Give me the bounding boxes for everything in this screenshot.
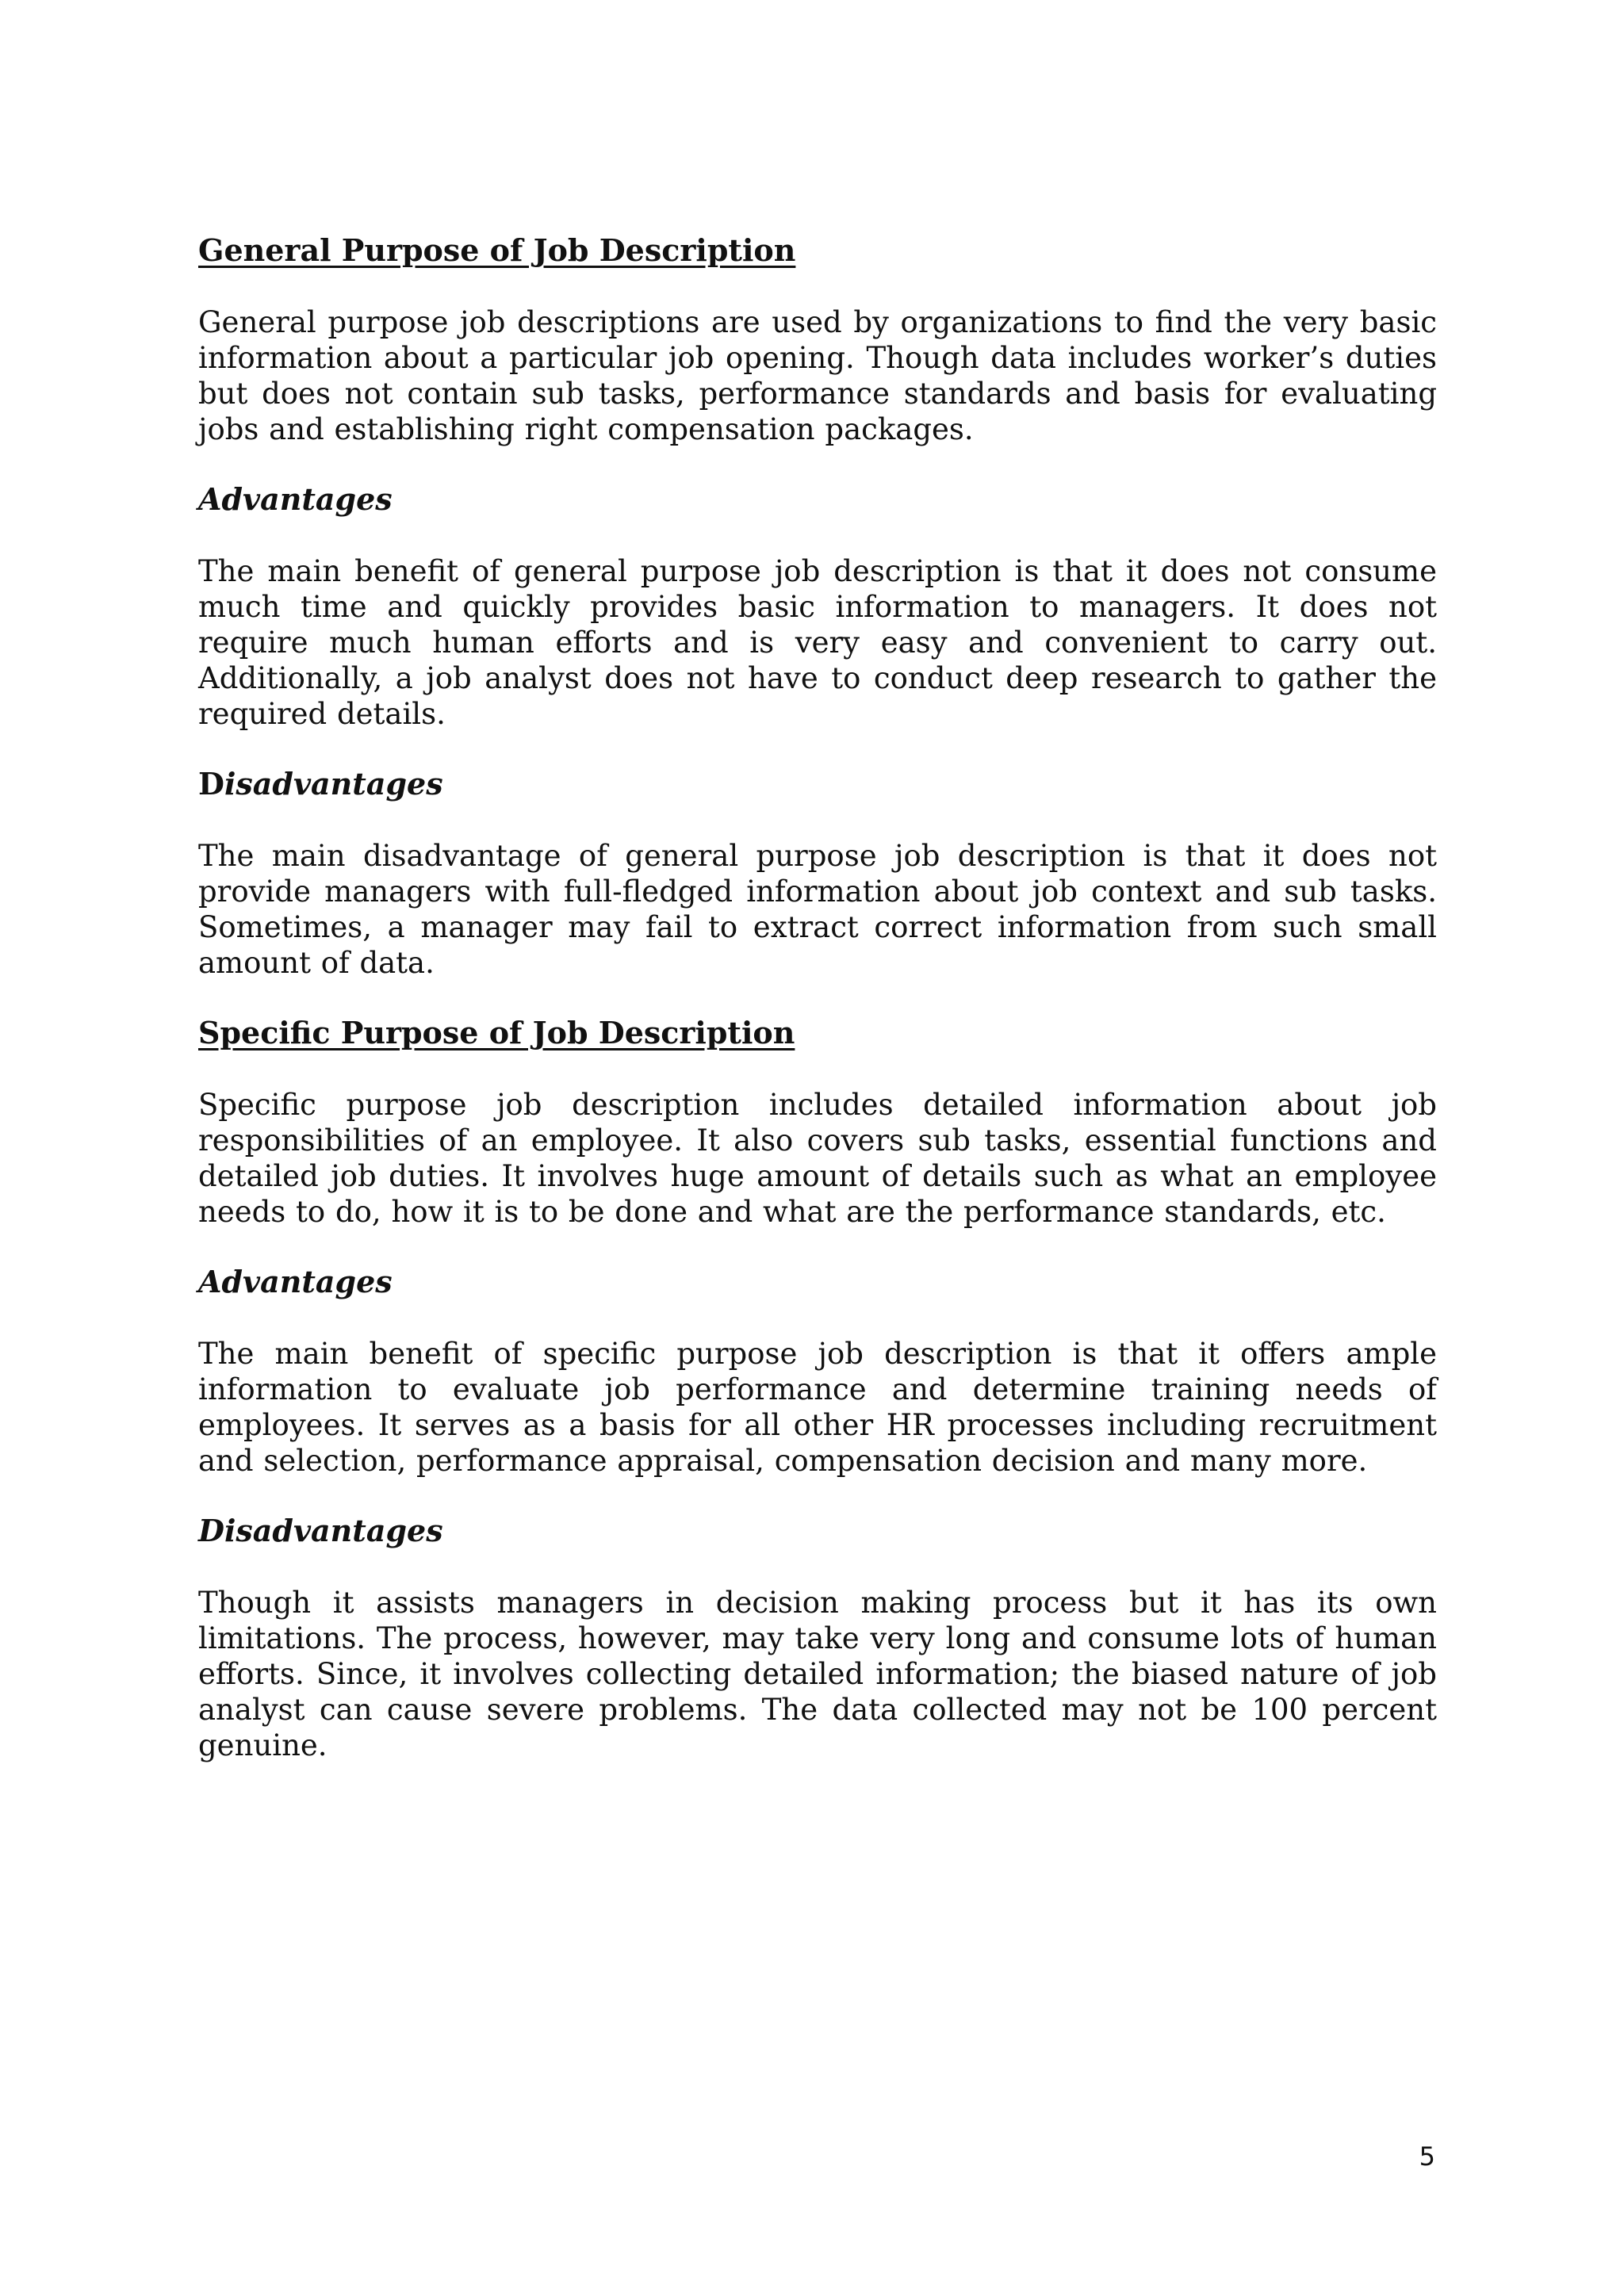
general-disadvantages-heading-initial: D [198,766,224,802]
page-number: 5 [1419,2141,1435,2172]
specific-disadvantages-heading: Disadvantages [198,1513,443,1548]
general-advantages-text: The main benefit of general purpose job description is that it does not consume much time and quickly provides basic information to managers. It does not require much human efforts and is very easy and convenient to carry out. Additionally, a job analyst does not have to conduct deep research to gather the required details. [198,554,1437,731]
specific-advantages-heading: Advantages [198,1264,393,1299]
specific-advantages-text: The main benefit of specific purpose job description is that it offers ample information to evaluate job performance and determine training needs of employees. It serves as a basis for all other HR processes including recruitment and selection, performance appraisal, compensation decision and many more. [198,1337,1437,1478]
section-heading-general-purpose: General Purpose of Job Description [198,232,796,268]
general-disadvantages-heading [198,765,1437,803]
section-heading-specific-purpose: Specific Purpose of Job Description [198,1015,795,1050]
general-purpose-intro: General purpose job descriptions are used by organizations to find the very basic information about a particular job opening. Though data includes worker’s duties but does not contain sub tasks, performance standards and basis for evaluating jobs and establishing right compensation packages. [198,305,1437,446]
page-content [198,232,1437,1797]
specific-purpose-intro: Specific purpose job description includes detailed information about job responsibilities of an employee. It also covers sub tasks, essential functions and detailed job duties. It involves huge amount of details such as what an employee needs to do, how it is to be done and what are the performance standards, etc. [198,1088,1437,1229]
general-disadvantages-heading-rest: isadvantages [224,766,443,802]
general-advantages-heading: Advantages [198,481,393,517]
specific-disadvantages-text: Though it assists managers in decision making process but it has its own limitations. The process, however, may take very long and consume lots of human efforts. Since, it involves collecting detailed information; the biased nature of job analyst can cause severe problems. The data collected may not be 100 percent genuine. [198,1586,1437,1762]
general-disadvantages-text: The main disadvantage of general purpose job description is that it does not provide managers with full-fledged information about job context and sub tasks. Sometimes, a manager may fail to extract correct information from such small amount of data. [198,839,1437,980]
